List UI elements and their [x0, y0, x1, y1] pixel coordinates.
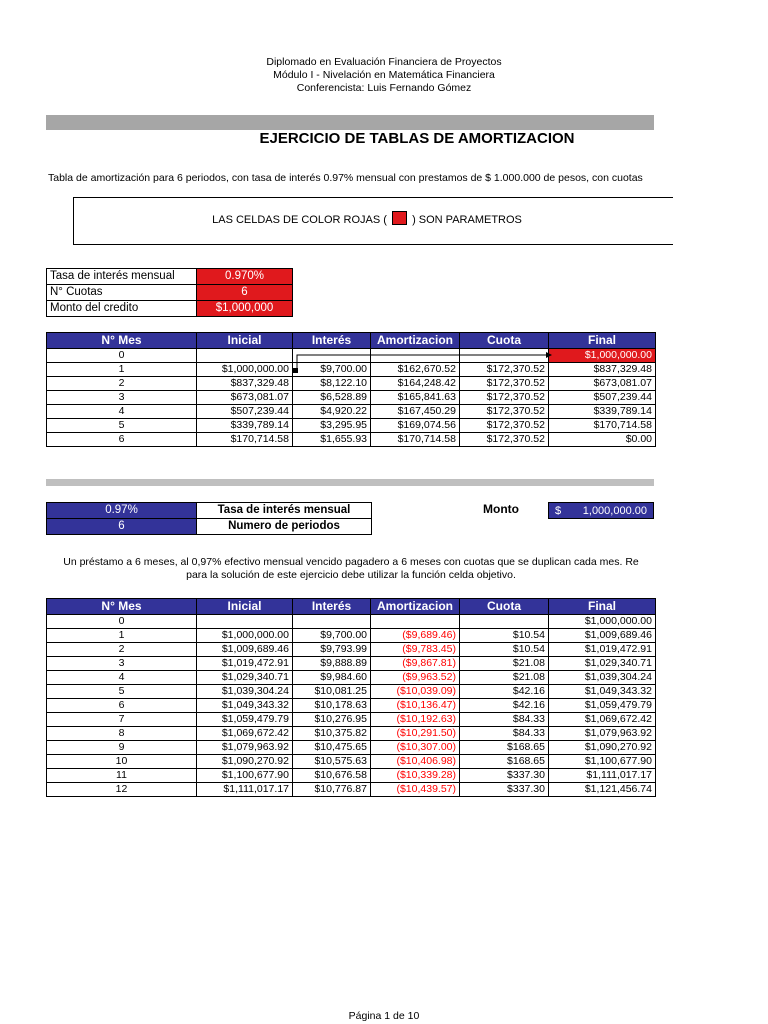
cell-amort: ($9,689.46) [371, 629, 460, 643]
cell-amort: $167,450.29 [371, 405, 460, 419]
cell-inicial: $1,049,343.32 [197, 699, 293, 713]
trace-line [297, 355, 550, 370]
exercise-text-line-2: para la solución de este ejercicio debe utilizar la función celda objetivo. [186, 569, 516, 581]
column-header: Final [549, 599, 656, 615]
cell-inicial: $1,069,672.42 [197, 727, 293, 741]
cell-mes: 11 [47, 769, 197, 783]
cell-inicial [197, 349, 293, 363]
cell-amort: $170,714.58 [371, 433, 460, 447]
table-row [47, 643, 656, 657]
cell-inicial: $673,081.07 [197, 391, 293, 405]
table-row [47, 419, 656, 433]
cell-interes: $9,793.99 [293, 643, 371, 657]
cell-cuota: $84.33 [460, 713, 549, 727]
cuotas-value[interactable]: 6 [197, 285, 293, 301]
cell-inicial: $1,079,963.92 [197, 741, 293, 755]
cell-cuota: $21.08 [460, 671, 549, 685]
cell-cuota [460, 615, 549, 629]
cell-mes: 5 [47, 419, 197, 433]
trace-arrowhead [546, 352, 552, 358]
cell-final: $1,079,963.92 [549, 727, 656, 741]
cell-inicial: $1,019,472.91 [197, 657, 293, 671]
cell-interes: $6,528.89 [293, 391, 371, 405]
cell-cuota: $168.65 [460, 755, 549, 769]
cell-final: $1,059,479.79 [549, 699, 656, 713]
cell-mes: 8 [47, 727, 197, 741]
cell-amort: $165,841.63 [371, 391, 460, 405]
table-row [47, 615, 656, 629]
cell-mes: 6 [47, 433, 197, 447]
s2-monto-box [548, 502, 654, 519]
cell-final: $170,714.58 [549, 419, 656, 433]
table-row [47, 671, 656, 685]
cell-interes: $10,081.25 [293, 685, 371, 699]
monto-value[interactable]: $1,000,000 [197, 301, 293, 317]
note-before: LAS CELDAS DE COLOR ROJAS ( [212, 214, 387, 226]
cell-cuota: $10.54 [460, 629, 549, 643]
cell-amort: $162,670.52 [371, 363, 460, 377]
cell-cuota: $172,370.52 [460, 377, 549, 391]
cell-cuota: $172,370.52 [460, 363, 549, 377]
cell-cuota: $168.65 [460, 741, 549, 755]
cell-interes [293, 615, 371, 629]
title-bar [46, 115, 654, 130]
cell-amort: ($10,406.98) [371, 755, 460, 769]
column-header: Interés [293, 599, 371, 615]
cell-amort: $164,248.42 [371, 377, 460, 391]
cell-final: $507,239.44 [549, 391, 656, 405]
cell-final: $673,081.07 [549, 377, 656, 391]
cell-mes: 0 [47, 615, 197, 629]
cell-final: $1,039,304.24 [549, 671, 656, 685]
cell-interes: $9,984.60 [293, 671, 371, 685]
cell-cuota: $337.30 [460, 769, 549, 783]
cell-inicial: $507,239.44 [197, 405, 293, 419]
s2-rate-label: Tasa de interés mensual [197, 503, 372, 519]
cell-amort [371, 615, 460, 629]
cell-inicial: $1,100,677.90 [197, 769, 293, 783]
s2-monto-value: 1,000,000.00 [582, 505, 647, 517]
cell-amort: ($9,783.45) [371, 643, 460, 657]
note-after: ) SON PARAMETROS [412, 214, 522, 226]
cell-amort: ($10,307.00) [371, 741, 460, 755]
cell-inicial: $1,009,689.46 [197, 643, 293, 657]
cell-mes: 10 [47, 755, 197, 769]
cell-final: $1,019,472.91 [549, 643, 656, 657]
cell-amort: $169,074.56 [371, 419, 460, 433]
table-row [47, 769, 656, 783]
rate-value[interactable]: 0.970% [197, 269, 293, 285]
table-row [47, 713, 656, 727]
intro-text: Tabla de amortización para 6 periodos, con tasa de interés 0.97% mensual con prestamos de $ 1.000.000 de pesos, con cuotas [48, 172, 643, 184]
cell-interes: $10,178.63 [293, 699, 371, 713]
red-cell-swatch [392, 211, 407, 225]
table-row [47, 699, 656, 713]
s2-periods-label: Numero de periodos [197, 519, 372, 535]
column-header: N° Mes [47, 333, 197, 349]
cuotas-label: N° Cuotas [47, 285, 197, 301]
column-header: Cuota [460, 599, 549, 615]
cell-mes: 9 [47, 741, 197, 755]
exercise-text-line-1: Un préstamo a 6 meses, al 0,97% efectivo mensual vencido pagadero a 6 meses con cuotas que se duplican cada mes. Re [63, 556, 639, 568]
cell-cuota: $172,370.52 [460, 391, 549, 405]
cell-final: $1,000,000.00 [549, 615, 656, 629]
column-header: Final [549, 333, 656, 349]
cell-inicial: $1,039,304.24 [197, 685, 293, 699]
section2-params [46, 502, 372, 535]
column-header: Interés [293, 333, 371, 349]
cell-final: $1,111,017.17 [549, 769, 656, 783]
column-header: N° Mes [47, 599, 197, 615]
table-row [47, 741, 656, 755]
page-title: EJERCICIO DE TABLAS DE AMORTIZACION [259, 130, 575, 147]
s2-monto-symbol: $ [555, 505, 562, 517]
cell-cuota: $42.16 [460, 699, 549, 713]
cell-mes: 5 [47, 685, 197, 699]
table-row [47, 391, 656, 405]
params-table [46, 268, 293, 317]
table-row [47, 377, 656, 391]
table-row [47, 433, 656, 447]
cell-interes: $9,700.00 [293, 363, 371, 377]
cell-cuota: $10.54 [460, 643, 549, 657]
column-header: Inicial [197, 599, 293, 615]
table-row [47, 629, 656, 643]
cell-amort: ($9,867.81) [371, 657, 460, 671]
section-divider [46, 479, 654, 486]
column-header: Cuota [460, 333, 549, 349]
trace-dot [293, 368, 298, 373]
column-header: Amortizacion [371, 333, 460, 349]
monto-label: Monto del credito [47, 301, 197, 317]
cell-mes: 2 [47, 643, 197, 657]
cell-inicial: $1,111,017.17 [197, 783, 293, 797]
cell-final: $1,009,689.46 [549, 629, 656, 643]
cell-mes: 6 [47, 699, 197, 713]
cell-final: $1,000,000.00 [549, 349, 656, 363]
cell-amort: ($10,439.57) [371, 783, 460, 797]
cell-final: $1,049,343.32 [549, 685, 656, 699]
header-line-2: Módulo I - Nivelación en Matemática Financiera [273, 69, 495, 81]
cell-final: $1,029,340.71 [549, 657, 656, 671]
cell-amort: ($10,192.63) [371, 713, 460, 727]
cell-interes: $9,700.00 [293, 629, 371, 643]
cell-mes: 3 [47, 657, 197, 671]
cell-inicial: $1,000,000.00 [197, 363, 293, 377]
cell-final: $1,069,672.42 [549, 713, 656, 727]
cell-cuota: $172,370.52 [460, 419, 549, 433]
table-row [47, 783, 656, 797]
cell-cuota: $172,370.52 [460, 433, 549, 447]
header-line-3: Conferencista: Luis Fernando Gómez [296, 82, 472, 94]
cell-final: $837,329.48 [549, 363, 656, 377]
column-header: Amortizacion [371, 599, 460, 615]
cell-amort: ($10,136.47) [371, 699, 460, 713]
trace-arrows [290, 348, 570, 378]
cell-amort: ($10,339.28) [371, 769, 460, 783]
cell-cuota: $84.33 [460, 727, 549, 741]
cell-mes: 2 [47, 377, 197, 391]
s2-rate-value: 0.97% [47, 503, 197, 519]
cell-cuota: $42.16 [460, 685, 549, 699]
cell-mes: 4 [47, 671, 197, 685]
cell-amort: ($10,039.09) [371, 685, 460, 699]
cell-final: $1,121,456.74 [549, 783, 656, 797]
cell-final: $1,090,270.92 [549, 741, 656, 755]
cell-interes: $9,888.89 [293, 657, 371, 671]
rate-label: Tasa de interés mensual [47, 269, 197, 285]
page-footer: Página 1 de 10 [348, 1010, 420, 1022]
table-row [47, 405, 656, 419]
note-text [73, 211, 661, 226]
cell-interes: $10,375.82 [293, 727, 371, 741]
cell-interes: $10,575.63 [293, 755, 371, 769]
cell-amort: ($10,291.50) [371, 727, 460, 741]
cell-final: $339,789.14 [549, 405, 656, 419]
column-header: Inicial [197, 333, 293, 349]
header-line-1: Diplomado en Evaluación Financiera de Proyectos [266, 56, 502, 68]
table-row [47, 657, 656, 671]
cell-interes: $10,676.58 [293, 769, 371, 783]
cell-mes: 7 [47, 713, 197, 727]
cell-inicial: $1,029,340.71 [197, 671, 293, 685]
s2-monto-label: Monto [483, 502, 519, 516]
cell-inicial: $1,090,270.92 [197, 755, 293, 769]
amortization-table-2 [46, 598, 656, 797]
cell-inicial: $1,000,000.00 [197, 629, 293, 643]
cell-mes: 12 [47, 783, 197, 797]
table-row [47, 755, 656, 769]
cell-interes: $10,776.87 [293, 783, 371, 797]
cell-interes: $10,475.65 [293, 741, 371, 755]
cell-final: $1,100,677.90 [549, 755, 656, 769]
cell-interes: $4,920.22 [293, 405, 371, 419]
cell-inicial: $1,059,479.79 [197, 713, 293, 727]
table-row [47, 727, 656, 741]
cell-mes: 1 [47, 629, 197, 643]
cell-interes: $3,295.95 [293, 419, 371, 433]
s2-periods-value: 6 [47, 519, 197, 535]
cell-cuota: $21.08 [460, 657, 549, 671]
cell-interes: $10,276.95 [293, 713, 371, 727]
cell-inicial: $339,789.14 [197, 419, 293, 433]
table-row [47, 685, 656, 699]
cell-mes: 0 [47, 349, 197, 363]
cell-interes: $8,122.10 [293, 377, 371, 391]
cell-cuota: $337.30 [460, 783, 549, 797]
cell-inicial: $837,329.48 [197, 377, 293, 391]
cell-final: $0.00 [549, 433, 656, 447]
cell-inicial: $170,714.58 [197, 433, 293, 447]
cell-inicial [197, 615, 293, 629]
cell-interes: $1,655.93 [293, 433, 371, 447]
cell-mes: 4 [47, 405, 197, 419]
cell-mes: 1 [47, 363, 197, 377]
cell-mes: 3 [47, 391, 197, 405]
cell-cuota: $172,370.52 [460, 405, 549, 419]
cell-amort: ($9,963.52) [371, 671, 460, 685]
